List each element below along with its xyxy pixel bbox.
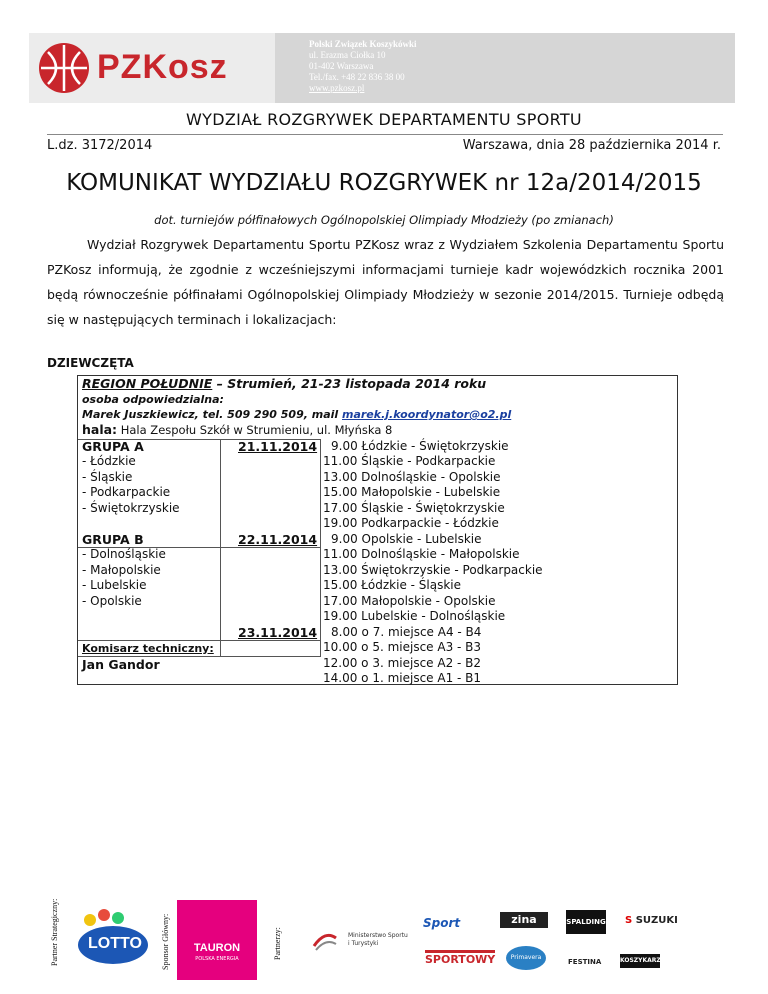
region-heading bbox=[82, 376, 486, 392]
festina-logo: FESTINA bbox=[568, 958, 602, 966]
website-link[interactable]: www.pzkosz.pl bbox=[309, 83, 365, 93]
general-sponsor-label: Sponsor Główny: bbox=[161, 913, 170, 970]
game: 14.00 o 1. miejsce A1 - B1 bbox=[323, 671, 482, 685]
team: - Dolnośląskie bbox=[82, 547, 166, 561]
group-a-name: GRUPA A bbox=[82, 439, 144, 454]
tauron-text: TAURON bbox=[193, 942, 241, 954]
game: 11.00 Dolnośląskie - Małopolskie bbox=[323, 547, 520, 561]
game: 19.00 Lubelskie - Dolnośląskie bbox=[323, 609, 506, 623]
contact-label: osoba odpowiedzialna: bbox=[82, 393, 224, 406]
lotto-text: LOTTO bbox=[88, 935, 142, 952]
region-title: REGION POŁUDNIE bbox=[82, 376, 213, 391]
team: - Małopolskie bbox=[82, 563, 161, 577]
lotto-ball-icon bbox=[112, 912, 124, 924]
game: 13.00 Dolnośląskie - Opolskie bbox=[323, 470, 501, 484]
team: - Opolskie bbox=[82, 594, 142, 608]
lotto-ball-icon bbox=[84, 914, 96, 926]
primavera-logo: Primavera bbox=[506, 946, 546, 970]
game: 15.00 Łódzkie - Śląskie bbox=[323, 578, 462, 592]
sport-logo: Sport bbox=[423, 916, 461, 930]
lotto-logo bbox=[78, 926, 148, 964]
section-heading: DZIEWCZĘTA bbox=[47, 356, 134, 370]
pzkosz-logo bbox=[29, 33, 275, 103]
game: 11.00 Śląskie - Podkarpackie bbox=[323, 454, 496, 468]
divider bbox=[47, 134, 723, 135]
koszykarz-logo: KOSZYKARZ bbox=[620, 954, 660, 968]
address-line: ul. Erazma Ciołka 10 bbox=[309, 50, 386, 60]
hall-line bbox=[82, 422, 392, 439]
hall-label: hala: bbox=[82, 422, 118, 437]
intro-paragraph bbox=[47, 232, 724, 332]
federation-address bbox=[309, 39, 417, 94]
letterhead-band bbox=[29, 33, 735, 103]
intro-text: Wydział Rozgrywek Departamentu Sportu PZKosz wraz z Wydziałem Szkolenia Departamentu Sportu PZKosz informują, że zgodnie z wcześniejszymi informacjami turnieje kadr wojewódzkich rocznika 2001 będą równocześnie półfinałami Ogólnopolskiej Olimpiady Młodzieży w sezonie 2014/2015. Turnieje odbędą się w następujących terminach i lokalizacjach: bbox=[47, 237, 724, 327]
game: 12.00 o 3. miejsce A2 - B2 bbox=[323, 656, 482, 670]
region-title-rest: – Strumień, 21-23 listopada 2014 roku bbox=[212, 376, 487, 391]
day-date: 23.11.2014 bbox=[238, 625, 318, 640]
partners-footer bbox=[0, 888, 768, 994]
team: - Łódzkie bbox=[82, 454, 136, 468]
schedule-box bbox=[77, 375, 678, 685]
logo-text: PZKosz bbox=[97, 48, 228, 86]
strategic-partner-label: Partner Strategiczny: bbox=[50, 898, 59, 966]
ministry-text: Ministerstwo Sportu i Turystyki bbox=[348, 932, 408, 947]
game: 8.00 o 7. miejsce A4 - B4 bbox=[331, 625, 482, 639]
team: - Śląskie bbox=[82, 470, 133, 484]
team: - Podkarpackie bbox=[82, 485, 171, 499]
zina-logo: zina bbox=[500, 912, 548, 928]
contact-text: Marek Juszkiewicz, tel. 509 290 509, mail bbox=[82, 408, 342, 421]
address-line: Polski Związek Koszykówki bbox=[309, 39, 417, 49]
lotto-ball-icon bbox=[98, 909, 110, 921]
game: 10.00 o 5. miejsce A3 - B3 bbox=[323, 640, 482, 654]
ministry-emblem-icon bbox=[312, 928, 338, 954]
game: 17.00 Małopolskie - Opolskie bbox=[323, 594, 496, 608]
contact-email-link[interactable]: marek.j.koordynator@o2.pl bbox=[342, 408, 512, 421]
game: 9.00 Opolskie - Lubelskie bbox=[331, 532, 482, 546]
commissioner-name: Jan Gandor bbox=[82, 657, 160, 672]
suzuki-logo bbox=[625, 915, 678, 926]
department-heading: WYDZIAŁ ROZGRYWEK DEPARTAMENTU SPORTU bbox=[186, 110, 582, 129]
reference-number: L.dz. 3172/2014 bbox=[47, 138, 153, 153]
game: 9.00 Łódzkie - Świętokrzyskie bbox=[331, 439, 509, 453]
spalding-logo: SPALDING bbox=[566, 910, 606, 934]
group-b-name: GRUPA B bbox=[82, 532, 144, 547]
document-subtitle: dot. turniejów półfinałowych Ogólnopolskiej Olimpiady Młodzieży (po zmianach) bbox=[154, 213, 614, 227]
game: 19.00 Podkarpackie - Łódzkie bbox=[323, 516, 499, 530]
team: - Świętokrzyskie bbox=[82, 501, 180, 515]
game: 15.00 Małopolskie - Lubelskie bbox=[323, 485, 501, 499]
day-date: 22.11.2014 bbox=[238, 532, 318, 547]
partners-label: Partnerzy: bbox=[273, 927, 282, 960]
contact-line bbox=[82, 407, 511, 423]
day-date: 21.11.2014 bbox=[238, 439, 318, 454]
tauron-logo bbox=[177, 900, 257, 980]
game: 17.00 Śląskie - Świętokrzyskie bbox=[323, 501, 505, 515]
commissioner-label: Komisarz techniczny: bbox=[82, 642, 214, 655]
address-line: Tel./fax. +48 22 836 38 00 bbox=[309, 72, 405, 82]
game: 13.00 Świętokrzyskie - Podkarpackie bbox=[323, 563, 543, 577]
document-title: KOMUNIKAT WYDZIAŁU ROZGRYWEK nr 12a/2014/2015 bbox=[66, 170, 702, 196]
sportowy-logo: SPORTOWY bbox=[425, 950, 495, 966]
address-line: 01-402 Warszawa bbox=[309, 61, 374, 71]
tauron-subtext: POLSKA ENERGIA bbox=[195, 956, 239, 962]
hall-text: Hala Zespołu Szkół w Strumieniu, ul. Młyńska 8 bbox=[117, 423, 393, 437]
suzuki-s-icon: S bbox=[625, 915, 633, 926]
suzuki-text: SUZUKI bbox=[635, 915, 678, 926]
place-date: Warszawa, dnia 28 października 2014 r. bbox=[462, 138, 721, 153]
basketball-icon bbox=[39, 43, 89, 93]
team: - Lubelskie bbox=[82, 578, 147, 592]
